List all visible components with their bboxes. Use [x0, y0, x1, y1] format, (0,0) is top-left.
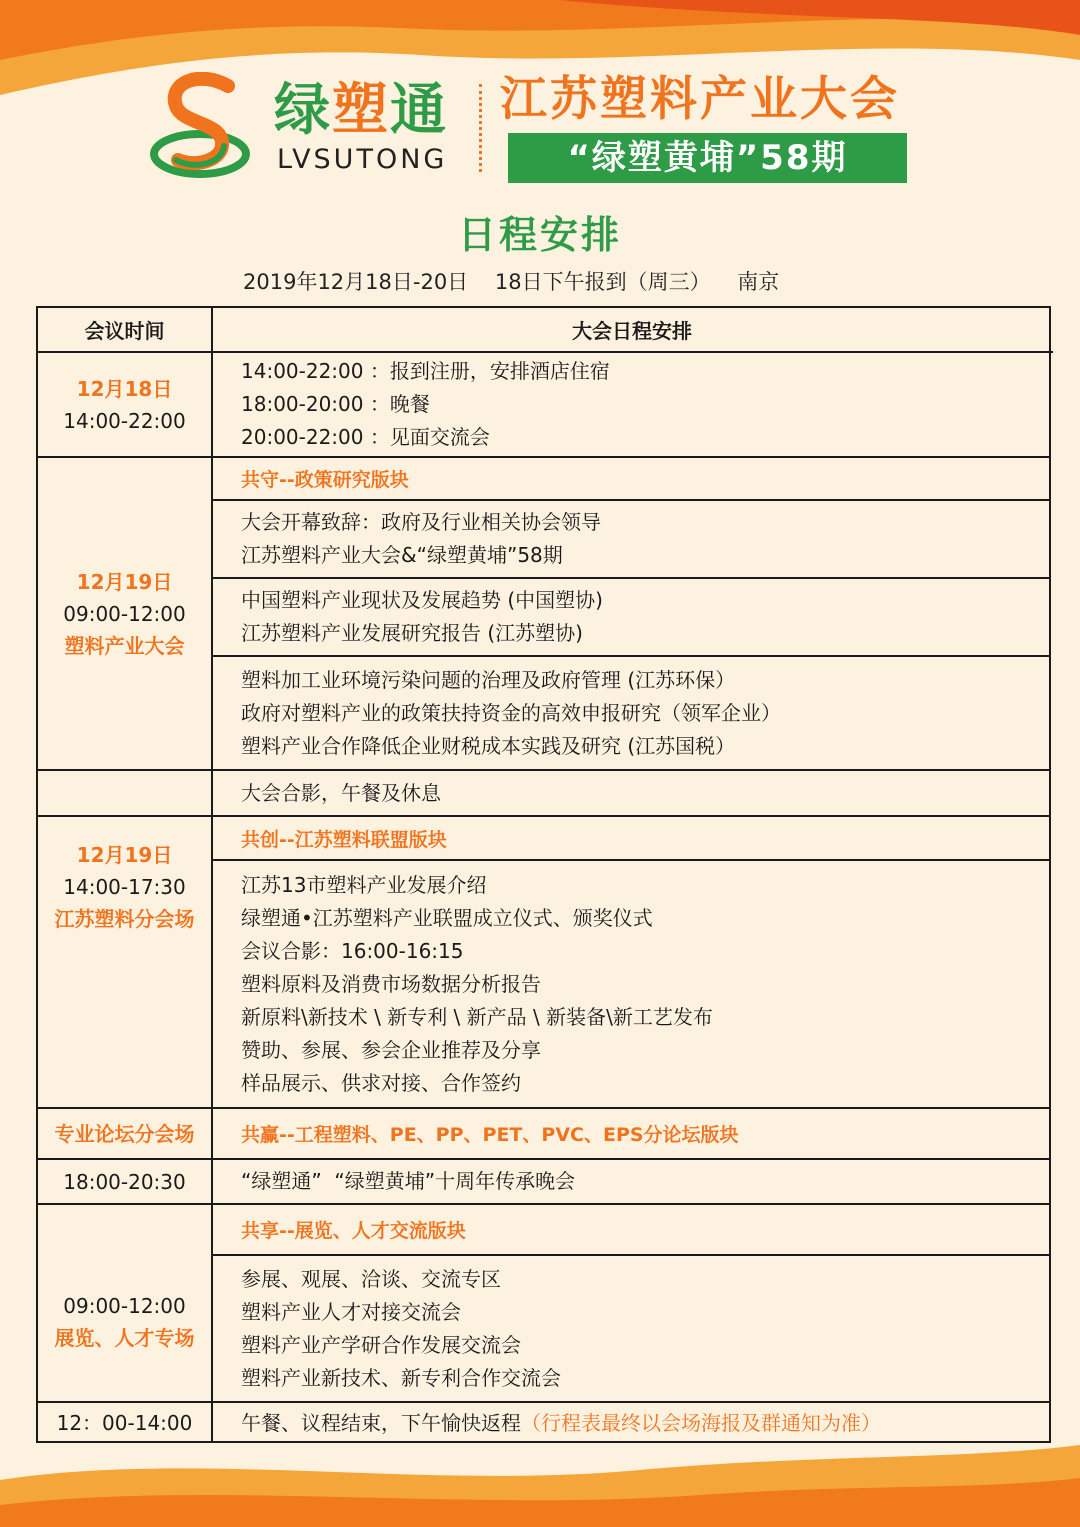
schedule-item: 塑料产业人才对接交流会 — [241, 1299, 461, 1324]
brand-char-3: 通 — [390, 78, 448, 143]
schedule-item: “绿塑通” “绿塑黄埔”十周年传承晚会 — [241, 1169, 576, 1193]
row8-schedule — [241, 1403, 1041, 1443]
schedule-item: 会议合影：16:00-16:15 — [241, 938, 464, 963]
schedule-item: 18:00-20:00 ：晚餐 — [241, 392, 430, 416]
row7-venue: 展览、人才专场 — [54, 1326, 195, 1350]
schedule-item: 塑料原料及消费市场数据分析报告 — [241, 971, 541, 996]
footer-wave-decoration — [0, 1440, 1080, 1527]
row3-schedule — [241, 771, 1041, 815]
conference-title: 江苏塑料产业大会 — [500, 72, 900, 127]
schedule-item: 午餐、议程结束，下午愉快返程 — [241, 1410, 521, 1435]
row6-time: 18:00-20:30 — [63, 1169, 186, 1194]
row6-schedule — [241, 1160, 1041, 1203]
lvsutong-logo-icon — [150, 72, 250, 182]
event-date-location: 2019年12月18日-20日 18日下午报到（周三） 南京 — [243, 270, 780, 294]
header-cell-time — [38, 308, 211, 351]
schedule-item: 新原料\新技术 \ 新专利 \ 新产品 \ 新装备\新工艺发布 — [241, 1004, 713, 1029]
schedule-note: （行程表最终以会场海报及群通知为准） — [521, 1410, 881, 1435]
schedule-item: 中国塑料产业现状及发展趋势 (中国塑协) — [241, 588, 603, 612]
row2-time-cell — [38, 458, 211, 769]
brand-name-en: LVSUTONG — [277, 144, 448, 175]
schedule-table — [36, 306, 1051, 1443]
row7-items — [241, 1256, 1041, 1401]
schedule-item: 样品展示、供求对接、合作签约 — [241, 1070, 521, 1095]
section-title: 共创--江苏塑料联盟版块 — [241, 828, 447, 851]
schedule-item: 参展、观展、洽谈、交流专区 — [241, 1266, 501, 1291]
schedule-item: 政府对塑料产业的政策扶持资金的高效申报研究（领军企业） — [241, 700, 781, 725]
row5-left-cell — [38, 1109, 211, 1158]
schedule-item: 塑料产业新技术、新专利合作交流会 — [241, 1365, 561, 1390]
row2-group1 — [241, 501, 1041, 577]
row1-time: 14:00-22:00 — [63, 408, 186, 433]
header-cell-schedule — [213, 308, 1051, 351]
row2-group2 — [241, 579, 1041, 655]
schedule-item: 14:00-22:00 ：报到注册，安排酒店住宿 — [241, 359, 610, 383]
row6-time-cell — [38, 1160, 211, 1203]
column-header-schedule: 大会日程安排 — [572, 319, 692, 343]
brand-char-2: 塑 — [332, 78, 390, 143]
row7-section — [241, 1205, 1041, 1254]
brand-name-cn — [274, 78, 448, 144]
row2-venue: 塑料产业大会 — [64, 633, 185, 658]
conference-subtitle-banner: “绿塑黄埔”58期 — [508, 133, 907, 183]
brand-char-1: 绿 — [274, 78, 332, 143]
row4-section — [241, 817, 1041, 859]
schedule-item: 塑料产业合作降低企业财税成本实践及研究 (江苏国税） — [241, 733, 736, 758]
row8-time: 12：00-14:00 — [56, 1411, 193, 1435]
schedule-item: 赞助、参展、参会企业推荐及分享 — [241, 1037, 541, 1062]
row4-time-cell — [38, 817, 211, 957]
schedule-item: 大会合影，午餐及休息 — [241, 780, 441, 805]
schedule-item: 20:00-22:00 ：见面交流会 — [241, 425, 490, 449]
schedule-item-with-note — [241, 1407, 1041, 1440]
row2-section — [241, 458, 1041, 499]
header-divider — [479, 84, 482, 172]
row2-date: 12月19日 — [76, 569, 173, 594]
row1-date: 12月18日 — [76, 376, 173, 401]
column-divider — [211, 308, 213, 1441]
section-title: 共享--展览、人才交流版块 — [241, 1220, 466, 1242]
schedule-item: 大会开幕致辞：政府及行业相关协会领导 — [241, 510, 601, 534]
row4-venue: 江苏塑料分会场 — [54, 907, 195, 931]
schedule-item: 塑料产业产学研合作发展交流会 — [241, 1332, 521, 1357]
row4-items — [241, 861, 1041, 1107]
schedule-item: 江苏塑料产业发展研究报告 (江苏塑协) — [241, 621, 583, 645]
schedule-item: 江苏13市塑料产业发展介绍 — [241, 872, 487, 897]
row7-time-cell — [38, 1205, 211, 1401]
page-title: 日程安排 — [457, 213, 622, 257]
row1-schedule — [241, 353, 1041, 456]
row1-time-cell — [38, 353, 211, 456]
schedule-item: 绿塑通•江苏塑料产业联盟成立仪式、颁奖仪式 — [241, 905, 653, 930]
section-title: 共守--政策研究版块 — [241, 469, 409, 491]
row2-group3 — [241, 657, 1041, 769]
row5-section — [241, 1109, 1041, 1158]
column-header-time: 会议时间 — [84, 319, 165, 343]
row8-time-cell — [38, 1403, 211, 1443]
row4-date: 12月19日 — [76, 843, 173, 867]
row7-time: 09:00-12:00 — [63, 1294, 186, 1318]
schedule-item: 塑料加工业环境污染问题的治理及政府管理 (江苏环保） — [241, 667, 736, 692]
row2-time: 09:00-12:00 — [63, 601, 186, 626]
row5-venue: 专业论坛分会场 — [54, 1121, 195, 1146]
section-title: 共赢--工程塑料、PE、PP、PET、PVC、EPS分论坛版块 — [241, 1124, 739, 1146]
row4-time: 14:00-17:30 — [63, 875, 186, 899]
schedule-item: 江苏塑料产业大会&“绿塑黄埔”58期 — [241, 543, 563, 567]
